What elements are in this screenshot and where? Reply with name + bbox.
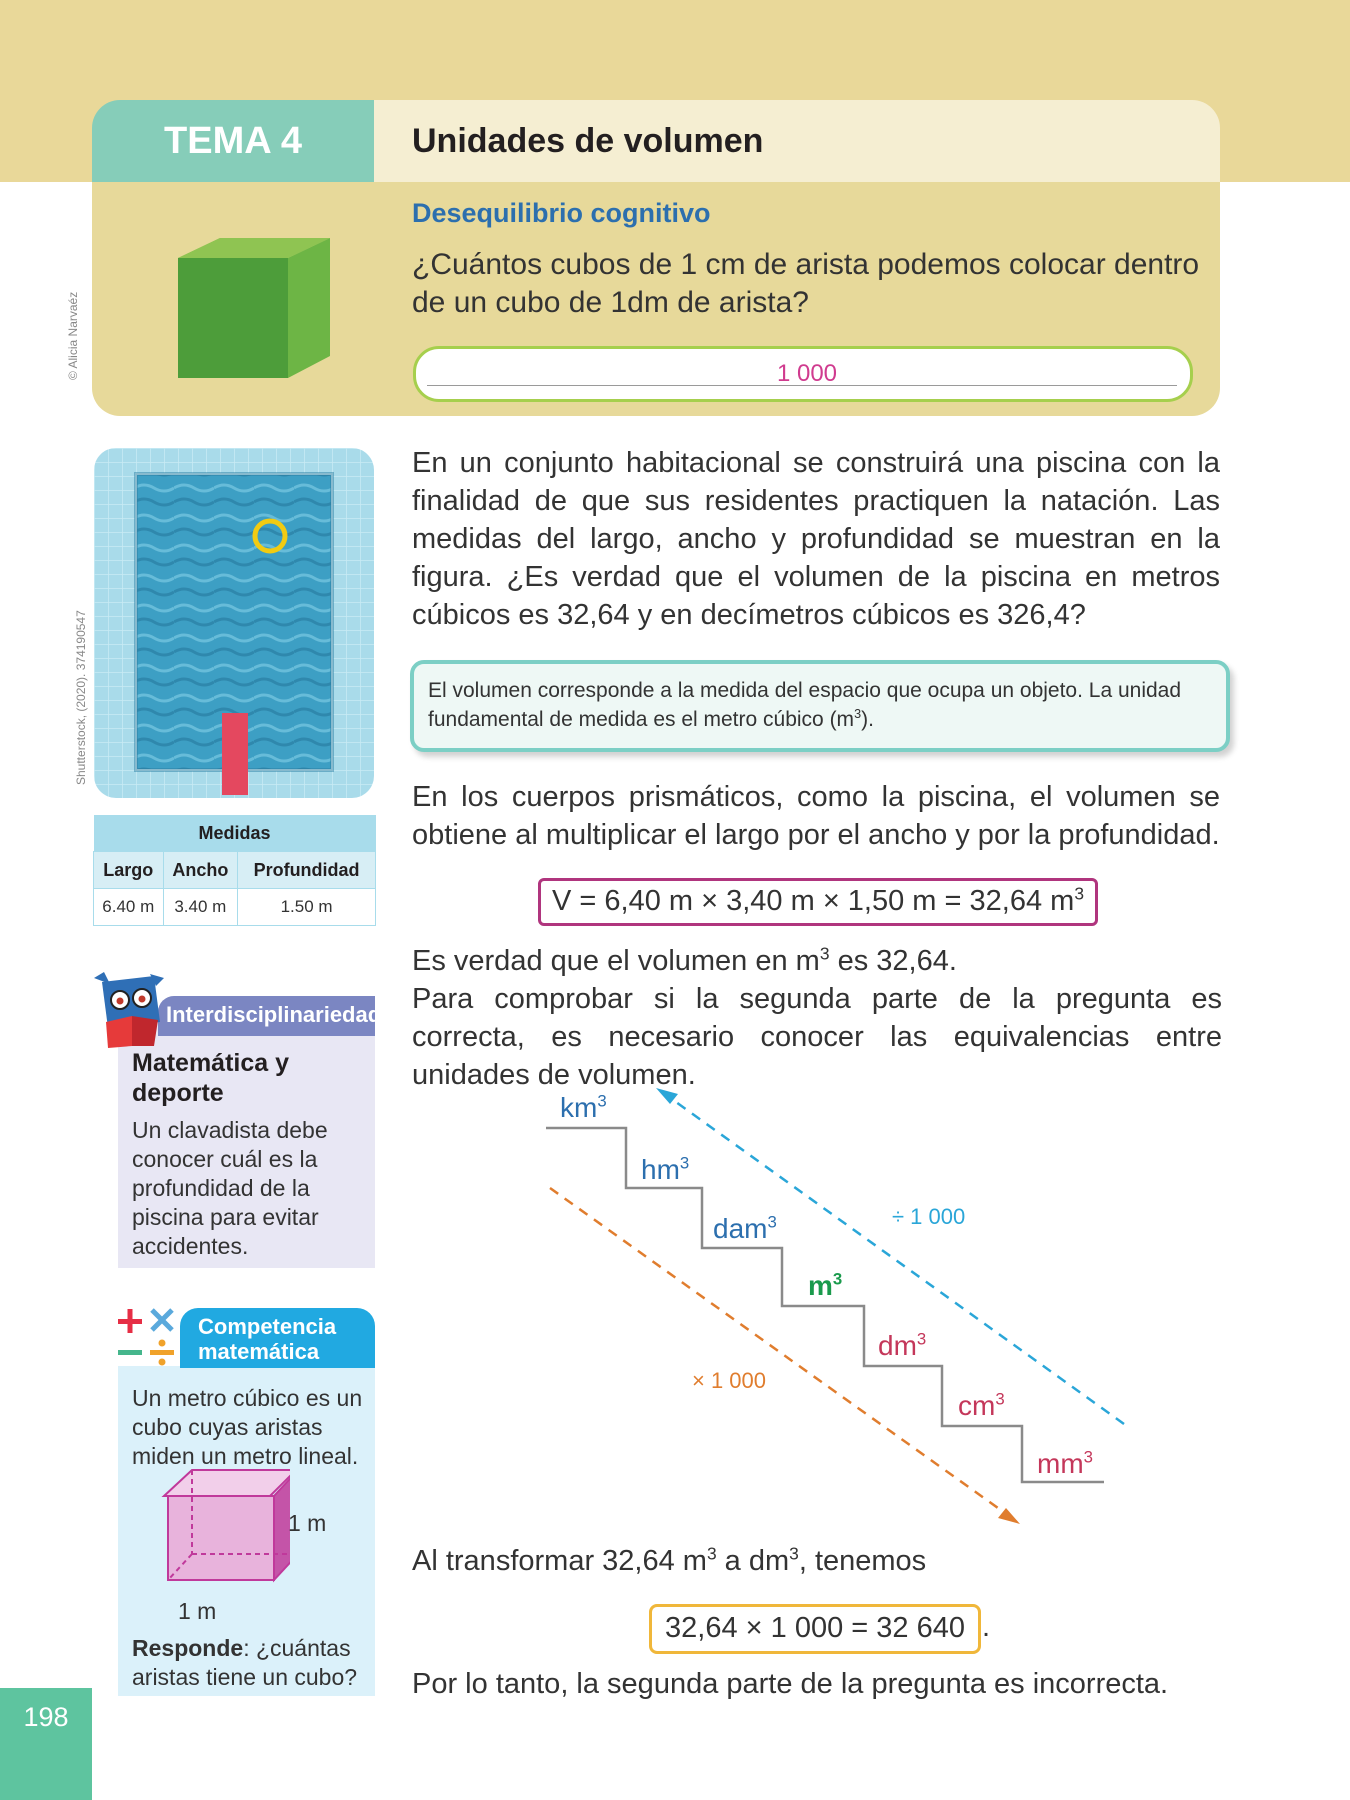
verification-line bbox=[412, 942, 957, 980]
mascot-reading-icon bbox=[90, 972, 170, 1052]
table-cell-largo: 6.40 m bbox=[94, 889, 164, 926]
conversion-line bbox=[412, 1545, 926, 1578]
definition-sup: 3 bbox=[854, 707, 862, 721]
unit-cm3: $cm^3$ bbox=[958, 1389, 1005, 1421]
multiply-label: × 1 000 bbox=[692, 1368, 767, 1393]
definition-end: ). bbox=[861, 708, 874, 731]
verification-post: es 32,64. bbox=[829, 945, 957, 977]
table-header-ancho: Ancho bbox=[163, 852, 238, 889]
prism-paragraph: En los cuerpos prismáticos, como la piscina, el volumen se obtiene al multiplicar el largo por el ancho y por la profundidad. bbox=[412, 781, 1220, 851]
cube-diagram bbox=[160, 1466, 290, 1588]
conversion-mid: a dm bbox=[716, 1545, 790, 1577]
cube-credit: © Alicia Narvaéz bbox=[66, 291, 80, 380]
verification-sup: 3 bbox=[819, 943, 830, 964]
interdisciplinary-title: Matemática y deporte bbox=[132, 1049, 290, 1107]
page-title: Unidades de volumen bbox=[412, 121, 764, 160]
conversion-sup-2: 3 bbox=[789, 1543, 799, 1564]
unit-mm3: $mm^3$ bbox=[1037, 1447, 1093, 1479]
divide-label: ÷ 1 000 bbox=[892, 1204, 966, 1229]
table-cell-ancho: 3.40 m bbox=[163, 889, 238, 926]
cube-dimension-right: 1 m bbox=[288, 1510, 327, 1536]
competence-label-line1: Competencia bbox=[198, 1314, 337, 1339]
conversion-pre: Al transformar 32,64 m bbox=[412, 1545, 707, 1577]
unit-dm3: $dm^3$ bbox=[878, 1329, 927, 1361]
tema-label: TEMA 4 bbox=[92, 100, 374, 182]
interdisciplinary-body: Un clavadista debe conocer cuál es la profundidad de la piscina para evitar accidentes. bbox=[132, 1117, 328, 1259]
table-cell-profundidad: 1.50 m bbox=[238, 889, 376, 926]
math-operations-icon bbox=[116, 1306, 180, 1370]
section-title: Desequilibrio cognitivo bbox=[412, 198, 711, 228]
result-text: 32,64 × 1 000 = 32 640 bbox=[665, 1612, 965, 1644]
measurements-table bbox=[93, 815, 376, 926]
intro-paragraph: En un conjunto habitacional se construirá una piscina con la finalidad de que sus residentes practiquen la natación. Las medidas del largo, ancho y profundidad se muestran en la figura. ¿Es verdad que el volumen de la piscina en metros cúbicos es 32,64 y en decímetros cúbicos es 326,4? bbox=[412, 447, 1220, 631]
staircase-steps bbox=[546, 1128, 1104, 1482]
answer-text: 1 000 bbox=[776, 360, 838, 387]
cube-dimension-bottom: 1 m bbox=[178, 1598, 217, 1624]
pool-credit: Shutterstock, (2020). 374190547 bbox=[74, 610, 88, 785]
competence-label bbox=[198, 1314, 336, 1364]
unit-km3: $km^3$ bbox=[560, 1091, 607, 1123]
divide-arrow-head bbox=[656, 1088, 678, 1104]
unit-dam3: dam$^3$ bbox=[713, 1212, 777, 1244]
competence-label-line2: matemática bbox=[198, 1339, 320, 1364]
table-header-largo: Largo bbox=[94, 852, 164, 889]
respond-label: Responde bbox=[132, 1635, 244, 1661]
multiply-arrow-head bbox=[998, 1508, 1020, 1524]
table-row bbox=[94, 889, 376, 926]
respond-text: : ¿cuántas aristas tiene un cubo? bbox=[132, 1635, 358, 1690]
table-title: Medidas bbox=[94, 815, 376, 852]
equivalences-paragraph: Para comprobar si la segunda parte de la pregunta es correcta, es necesario conocer las equivalencias entre unidades de volumen. bbox=[412, 983, 1222, 1091]
competence-body: Un metro cúbico es un cubo cuyas aristas miden un metro lineal. bbox=[132, 1385, 363, 1469]
table-header-profundidad: Profundidad bbox=[238, 852, 376, 889]
unit-hm3: $hm^3$ bbox=[641, 1153, 690, 1185]
volume-formula bbox=[538, 880, 1098, 922]
formula-sup: 3 bbox=[1074, 883, 1084, 904]
page-number: 198 bbox=[23, 1702, 69, 1732]
result-period: . bbox=[982, 1611, 991, 1643]
definition-text bbox=[428, 676, 1208, 734]
formula-text: V = 6,40 m × 3,40 m × 1,50 m = 32,64 m bbox=[552, 885, 1075, 917]
green-cube-illustration bbox=[170, 228, 340, 398]
conversion-sup-1: 3 bbox=[706, 1543, 717, 1564]
conclusion: Por lo tanto, la segunda parte de la pregunta es incorrecta. bbox=[412, 1668, 1169, 1700]
conversion-post: , tenemos bbox=[798, 1545, 927, 1577]
question-line-1: ¿Cuántos cubos de 1 cm de arista podemos colocar dentro bbox=[412, 248, 1200, 281]
verification-pre: Es verdad que el volumen en m bbox=[412, 945, 820, 977]
interdisciplinary-label: Interdisciplinariedad bbox=[166, 1002, 382, 1027]
competence-question bbox=[132, 1634, 377, 1692]
question-line-2: de un cubo de 1dm de arista? bbox=[412, 286, 809, 319]
unit-m3: $m^3$ bbox=[808, 1269, 843, 1301]
pool-illustration bbox=[94, 448, 374, 798]
multiply-arrow bbox=[550, 1188, 1012, 1518]
definition-body: El volumen corresponde a la medida del espacio que ocupa un objeto. La unidad fundamental de medida es el metro cúbico (m bbox=[428, 679, 1182, 731]
